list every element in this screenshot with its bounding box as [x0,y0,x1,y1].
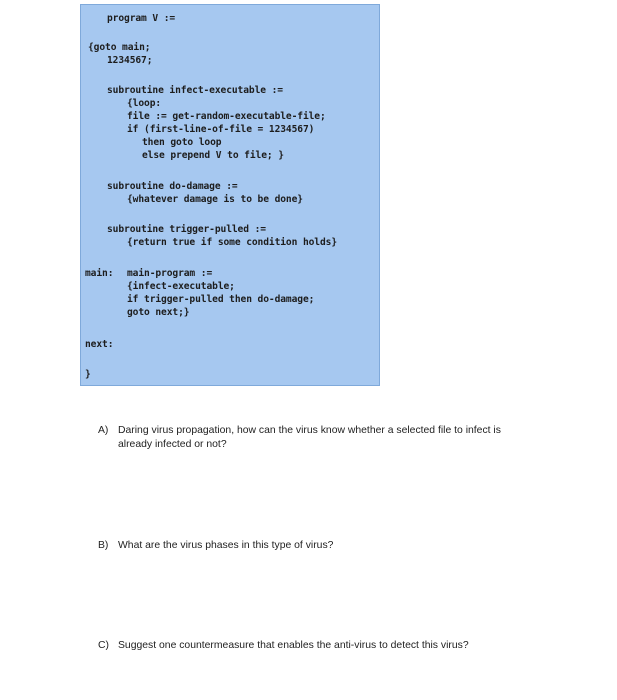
question-a-line-2: already infected or not? [118,439,227,450]
question-c-text [118,639,469,653]
code-line-goto-main: {goto main; [88,42,151,53]
code-line-closing-brace: } [85,369,91,380]
code-line-infect-executable: subroutine infect-executable := [107,85,283,96]
question-b-line-1: What are the virus phases in this type of virus? [118,540,334,551]
question-a-line-1: Daring virus propagation, how can the virus know whether a selected file to infect is [118,425,501,436]
question-a [98,424,598,454]
code-line-if-first-line: if (first-line-of-file = 1234567) [127,124,315,135]
code-line-do-damage: subroutine do-damage := [107,181,238,192]
question-a-letter: A) [98,425,109,436]
code-line-program-header: program V := [107,13,176,24]
code-line-if-trigger: if trigger-pulled then do-damage; [127,294,315,305]
code-line-then-goto: then goto loop [142,137,222,148]
code-line-loop: {loop: [127,98,162,109]
code-line-goto-next: goto next;} [127,307,190,318]
code-line-trigger-pulled: subroutine trigger-pulled := [107,224,266,235]
question-c-line-1: Suggest one countermeasure that enables the anti-virus to detect this virus? [118,640,469,651]
question-c-letter: C) [98,640,109,651]
code-line-main-label: main: [85,268,114,279]
code-line-main-program: main-program := [127,268,213,279]
question-b-text [118,539,333,553]
code-line-infect-call: {infect-executable; [127,281,235,292]
code-line-return-true: {return true if some condition holds} [127,237,338,248]
code-line-else-prepend: else prepend V to file; } [142,150,284,161]
question-a-text [118,424,501,452]
code-line-signature: 1234567; [107,55,153,66]
question-c [98,639,598,655]
code-line-file-assign: file := get-random-executable-file; [127,111,326,122]
code-line-whatever-damage: {whatever damage is to be done} [127,194,303,205]
question-b-letter: B) [98,540,109,551]
code-listing-panel [80,4,380,386]
question-b [98,539,598,555]
code-line-next-label: next: [85,339,114,350]
